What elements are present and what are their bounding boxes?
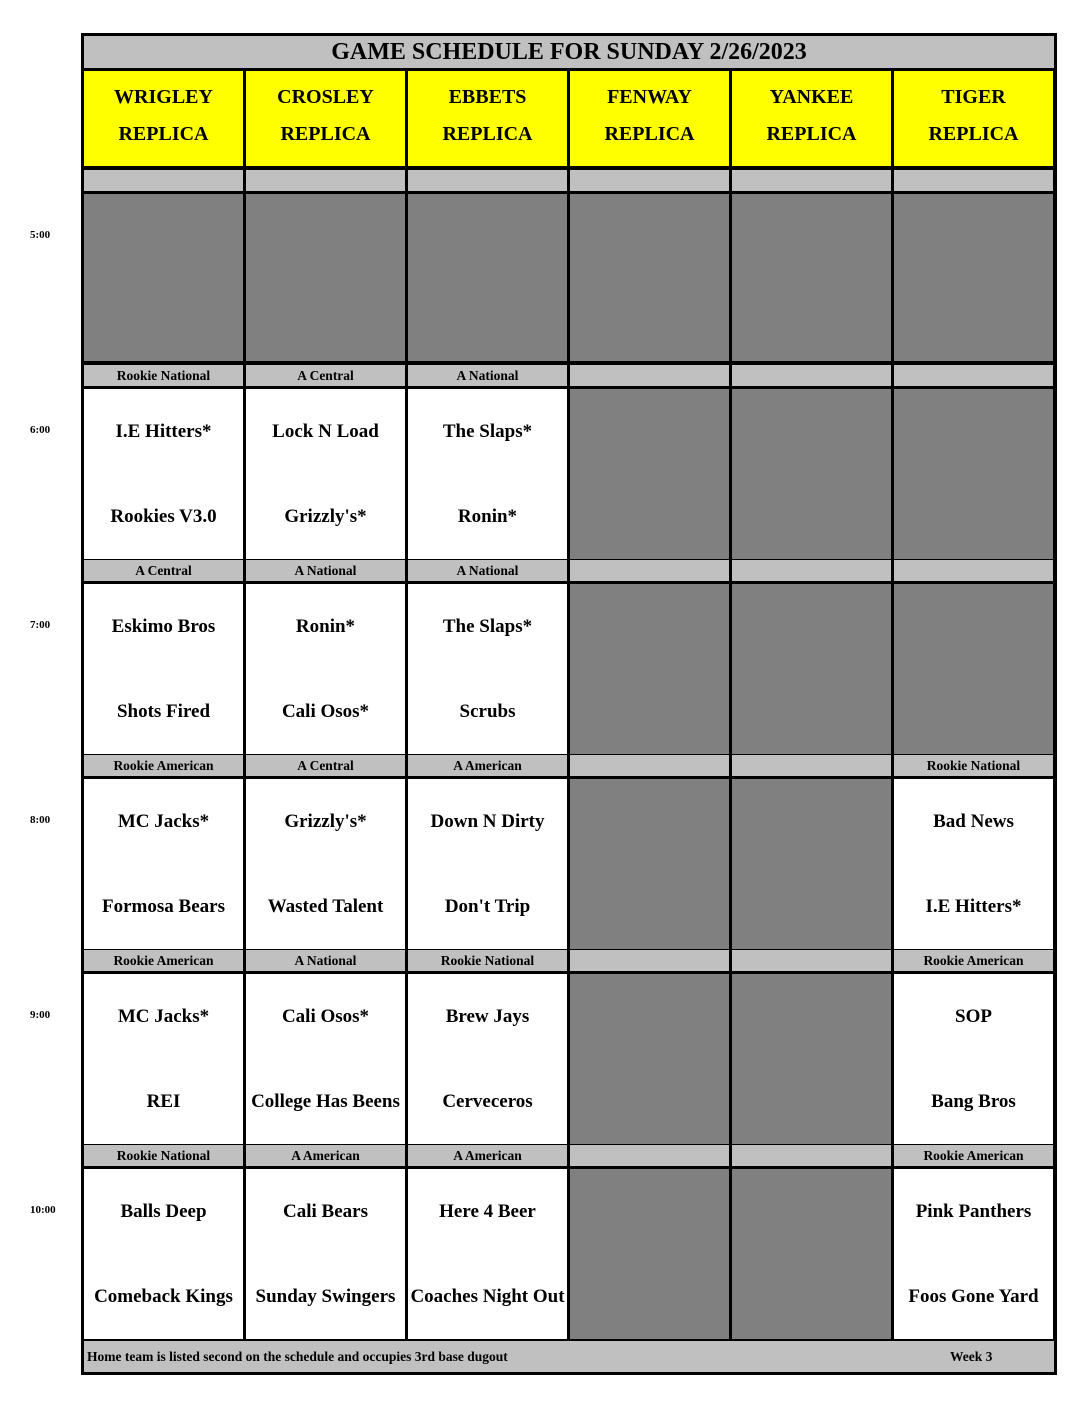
away-team: MC Jacks* [117,1006,210,1027]
division-label [732,365,891,386]
field-subtitle: REPLICA [766,123,857,145]
empty-slot [732,584,891,754]
division-label [894,560,1053,581]
field-name: TIGER [941,86,1006,108]
division-label: Rookie American [84,755,243,776]
game-cell [84,779,243,949]
division-label [732,755,891,776]
header-spacer [408,170,567,191]
empty-slot [246,194,405,361]
game-cell [408,1169,567,1339]
empty-slot [408,194,567,361]
empty-slot [732,389,891,559]
header-spacer [84,170,243,191]
home-team: I.E Hitters* [925,896,1022,917]
division-label: Rookie National [408,950,567,971]
division-label: A Central [246,365,405,386]
home-team: College Has Beens [251,1091,400,1112]
time-label: 5:00 [30,229,51,241]
header-spacer [732,170,891,191]
game-cell [894,974,1053,1144]
home-team: REI [146,1091,181,1112]
division-label: A Central [246,755,405,776]
field-name: CROSLEY [277,86,374,108]
division-label: A American [408,1145,567,1166]
empty-slot [570,389,729,559]
home-team: Scrubs [459,701,516,722]
home-team: Coaches Night Out [410,1286,565,1307]
away-team: Balls Deep [120,1201,207,1222]
away-team: Eskimo Bros [111,616,216,637]
home-team: Don't Trip [444,896,531,917]
away-team: Cali Osos* [281,1006,370,1027]
game-cell [84,389,243,559]
field-header [570,71,729,166]
division-label: A National [246,950,405,971]
field-name: EBBETS [448,86,527,108]
away-team: Pink Panthers [915,1201,1032,1222]
field-name: YANKEE [769,86,854,108]
game-cell [246,1169,405,1339]
division-label: Rookie National [84,1145,243,1166]
division-label [732,950,891,971]
game-cell [246,584,405,754]
division-label: A National [408,365,567,386]
time-label: 8:00 [30,814,51,826]
game-cell [84,974,243,1144]
empty-slot [732,974,891,1144]
away-team: I.E Hitters* [115,421,212,442]
empty-slot [894,194,1053,361]
home-team: Formosa Bears [102,896,225,917]
field-header [84,71,243,166]
home-team: Shots Fired [116,701,211,722]
header-spacer [894,170,1053,191]
away-team: Down N Dirty [430,811,545,832]
home-team: Ronin* [457,506,518,527]
division-label: Rookie National [84,365,243,386]
division-label [570,755,729,776]
division-label: Rookie American [894,1145,1053,1166]
empty-slot [570,974,729,1144]
empty-slot [570,1169,729,1339]
division-label: A American [408,755,567,776]
empty-slot [732,1169,891,1339]
game-cell [246,779,405,949]
field-subtitle: REPLICA [280,123,371,145]
home-team: Sunday Swingers [255,1286,396,1307]
game-cell [84,584,243,754]
division-label: A Central [84,560,243,581]
empty-slot [732,779,891,949]
field-name: FENWAY [607,86,692,108]
game-cell [84,1169,243,1339]
division-label [570,1145,729,1166]
game-cell [408,584,567,754]
division-label: Rookie National [894,755,1053,776]
away-team: Ronin* [295,616,356,637]
schedule-title: GAME SCHEDULE FOR SUNDAY 2/26/2023 [84,36,1054,68]
field-subtitle: REPLICA [928,123,1019,145]
away-team: Lock N Load [272,421,379,442]
field-header [732,71,891,166]
field-header [246,71,405,166]
division-label: A American [246,1145,405,1166]
game-cell [894,1169,1053,1339]
division-label [570,560,729,581]
field-name: WRIGLEY [114,86,213,108]
field-header [408,71,567,166]
home-team: Cerveceros [442,1091,533,1112]
away-team: MC Jacks* [117,811,210,832]
home-team: Foos Gone Yard [908,1286,1039,1307]
division-label [732,560,891,581]
away-team: The Slaps* [442,616,533,637]
empty-slot [894,584,1053,754]
game-cell [408,974,567,1144]
empty-slot [570,584,729,754]
field-subtitle: REPLICA [118,123,209,145]
time-label: 9:00 [30,1009,51,1021]
time-label: 6:00 [30,424,51,436]
empty-slot [84,194,243,361]
away-team: Grizzly's* [284,811,367,832]
division-label: A National [246,560,405,581]
field-header [894,71,1053,166]
game-cell [246,389,405,559]
header-spacer [246,170,405,191]
empty-slot [570,779,729,949]
away-team: SOP [955,1006,992,1027]
empty-slot [894,389,1053,559]
week-label: Week 3 [950,1349,993,1364]
division-label: A National [408,560,567,581]
division-label [732,1145,891,1166]
header-spacer [570,170,729,191]
division-label [894,365,1053,386]
division-label: Rookie American [84,950,243,971]
home-team: Cali Osos* [281,701,370,722]
away-team: Here 4 Beer [439,1201,536,1222]
time-label: 10:00 [30,1204,56,1216]
empty-slot [570,194,729,361]
away-team: The Slaps* [442,421,533,442]
home-team: Rookies V3.0 [110,506,217,527]
home-team: Wasted Talent [267,896,384,917]
away-team: Bad News [933,811,1014,832]
game-cell [408,779,567,949]
empty-slot [732,194,891,361]
game-cell [894,779,1053,949]
division-label [570,365,729,386]
time-label: 7:00 [30,619,51,631]
division-label: Rookie American [894,950,1053,971]
away-team: Cali Bears [283,1201,368,1222]
schedule-footer [84,1341,1054,1372]
field-subtitle: REPLICA [604,123,695,145]
home-team: Comeback Kings [94,1286,233,1307]
division-label [570,950,729,971]
home-team: Grizzly's* [284,506,367,527]
game-cell [408,389,567,559]
home-team: Bang Bros [931,1091,1016,1112]
away-team: Brew Jays [445,1006,530,1027]
field-subtitle: REPLICA [442,123,533,145]
game-cell [246,974,405,1144]
footer-note: Home team is listed second on the schedule and occupies 3rd base dugout [87,1349,508,1364]
